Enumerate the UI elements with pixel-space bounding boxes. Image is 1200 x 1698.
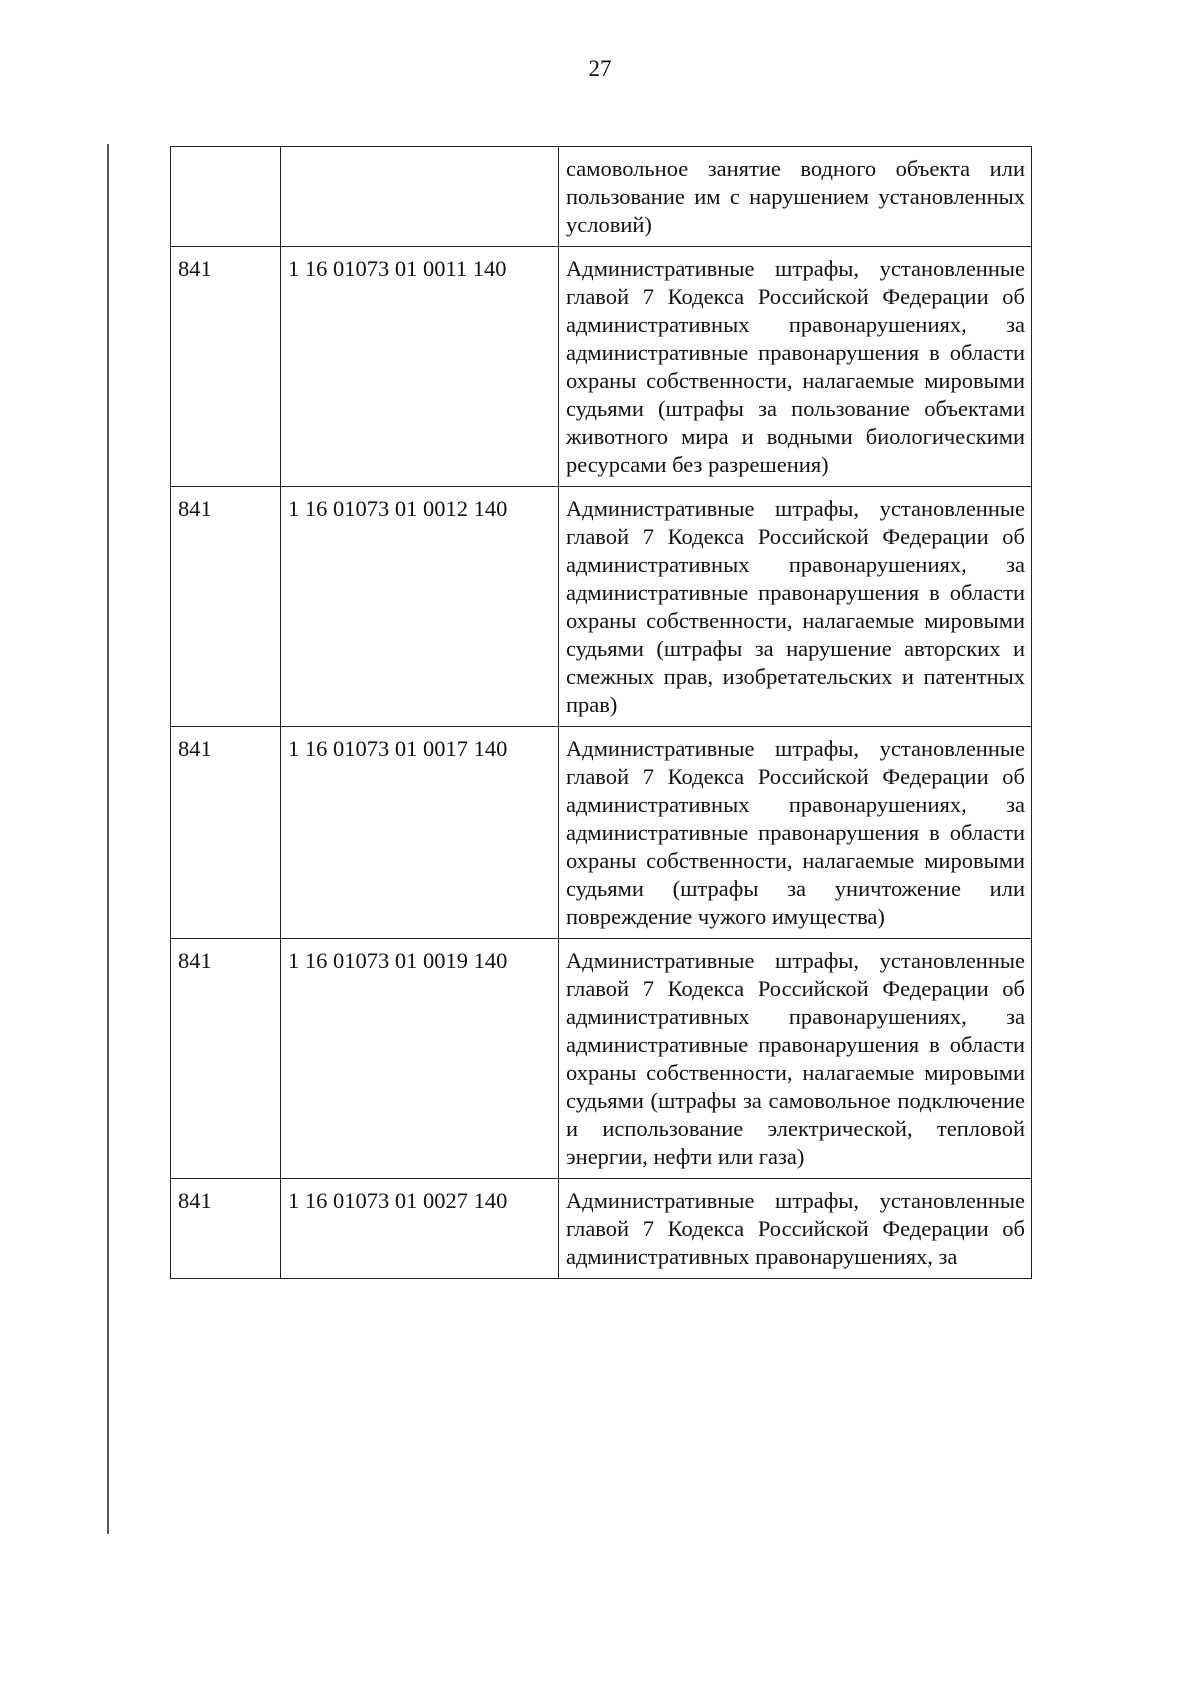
description-cell: Административные штрафы, установленные главой 7 Кодекса Российской Федерации об административных правонарушениях, за [559, 1179, 1032, 1279]
income-code-cell: 1 16 01073 01 0019 140 [281, 939, 559, 1179]
income-code-cell [281, 147, 559, 247]
description-cell: Административные штрафы, установленные главой 7 Кодекса Российской Федерации об административных правонарушениях, за административные правонарушения в области охраны собственности, налагаемые мировыми судьями (штрафы за нарушение авторских и смежных прав, изобретательских и патентных прав) [559, 487, 1032, 727]
description-cell: Административные штрафы, установленные главой 7 Кодекса Российской Федерации об административных правонарушениях, за административные правонарушения в области охраны собственности, налагаемые мировыми судьями (штрафы за пользование объектами животного мира и водными биологическими ресурсами без разрешения) [559, 247, 1032, 487]
page-number: 27 [588, 56, 612, 81]
table-row [171, 487, 1032, 727]
description-cell: Административные штрафы, установленные главой 7 Кодекса Российской Федерации об административных правонарушениях, за административные правонарушения в области охраны собственности, налагаемые мировыми судьями (штрафы за самовольное подключение и использование электрической, тепловой энергии, нефти или газа) [559, 939, 1032, 1179]
description-cell: самовольное занятие водного объекта или пользование им с нарушением установленных условий) [559, 147, 1032, 247]
table-row [171, 247, 1032, 487]
table-row [171, 727, 1032, 939]
budget-code-table [170, 146, 1032, 1279]
admin-code-cell [171, 147, 281, 247]
income-code-cell: 1 16 01073 01 0012 140 [281, 487, 559, 727]
description-cell: Административные штрафы, установленные главой 7 Кодекса Российской Федерации об административных правонарушениях, за административные правонарушения в области охраны собственности, налагаемые мировыми судьями (штрафы за уничтожение или повреждение чужого имущества) [559, 727, 1032, 939]
income-code-cell: 1 16 01073 01 0017 140 [281, 727, 559, 939]
table-row [171, 939, 1032, 1179]
margin-line [107, 144, 109, 1534]
admin-code-cell: 841 [171, 247, 281, 487]
admin-code-cell: 841 [171, 727, 281, 939]
table-row [171, 147, 1032, 247]
table-row [171, 1179, 1032, 1279]
admin-code-cell: 841 [171, 487, 281, 727]
admin-code-cell: 841 [171, 1179, 281, 1279]
income-code-cell: 1 16 01073 01 0027 140 [281, 1179, 559, 1279]
income-code-cell: 1 16 01073 01 0011 140 [281, 247, 559, 487]
admin-code-cell: 841 [171, 939, 281, 1179]
